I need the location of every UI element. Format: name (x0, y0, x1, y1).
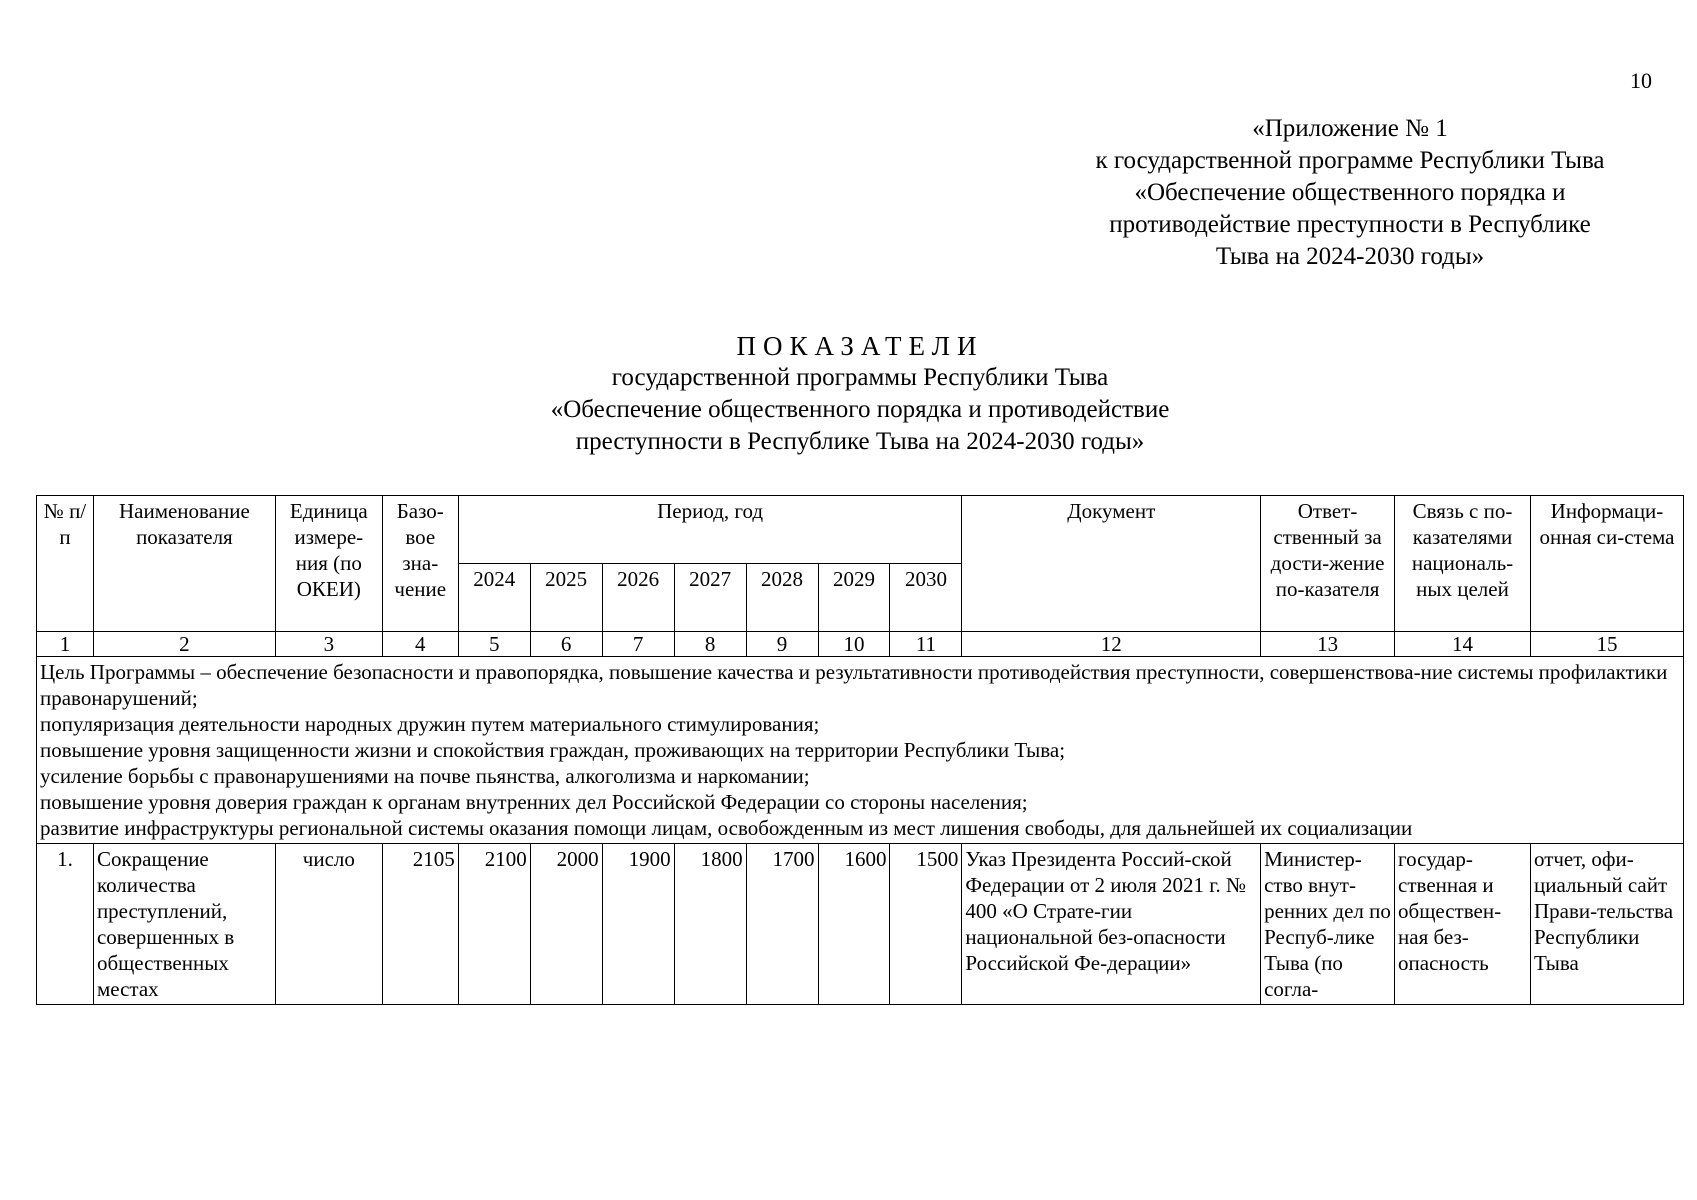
header-year: 2024 (458, 564, 530, 632)
header-num: № п/п (37, 496, 94, 632)
header-info: Информаци-онная си-стема (1530, 496, 1683, 632)
appendix-line: «Приложение № 1 (1252, 115, 1448, 142)
header-name: Наименование показателя (93, 496, 275, 632)
appendix-line: «Обеспечение общественного порядка и (1134, 179, 1566, 206)
column-number: 15 (1530, 632, 1683, 657)
row-responsible: Министер-ство внут-ренних дел по Респуб-лике Тыва (по согла- (1261, 844, 1395, 1005)
column-number: 1 (37, 632, 94, 657)
header-base: Базо-вое зна-чение (382, 496, 458, 632)
row-num: 1. (37, 844, 94, 1005)
goal-line: развитие инфраструктуры региональной системы оказания помощи лицам, освобожденным из мест лишения свободы, для дальнейшей их социализации (40, 816, 1413, 840)
column-number: 2 (93, 632, 275, 657)
program-goal (37, 657, 1684, 844)
page-number: 10 (1630, 68, 1652, 93)
column-number: 9 (746, 632, 818, 657)
row-year-value: 1800 (674, 844, 746, 1005)
row-info: отчет, офи-циальный сайт Прави-тельства Республики Тыва (1530, 844, 1683, 1005)
column-number: 13 (1261, 632, 1395, 657)
header-year: 2026 (602, 564, 674, 632)
header-responsible: Ответ-ственный за дости-жение по-казателя (1261, 496, 1395, 632)
goal-line: повышение уровня защищенности жизни и спокойствия граждан, проживающих на территории Республики Тыва; (40, 738, 1066, 762)
document-title (420, 330, 1300, 458)
goal-line: популяризация деятельности народных дружин путем материального стимулирования; (40, 712, 820, 736)
row-document: Указ Президента Россий-ской Федерации от 2 июля 2021 г. № 400 «О Страте-гии национальной без-опасности Российской Фе-дерации» (962, 844, 1261, 1005)
row-year-value: 1900 (602, 844, 674, 1005)
row-year-value: 1500 (890, 844, 962, 1005)
appendix-header (1040, 113, 1660, 273)
column-number: 4 (382, 632, 458, 657)
row-name: Сокращение количества преступлений, совершенных в общественных местах (93, 844, 275, 1005)
goal-line: Цель Программы – обеспечение безопасности и правопорядка, повышение качества и результативности противодействия преступности, совершенствова-ние системы профилактики правонарушений; (40, 660, 1668, 710)
appendix-line: Тыва на 2024-2030 годы» (1215, 243, 1485, 270)
column-number: 3 (275, 632, 382, 657)
header-period: Период, год (458, 496, 962, 564)
title-line: «Обеспечение общественного порядка и противодействие (550, 396, 1170, 423)
header-document: Документ (962, 496, 1261, 632)
appendix-line: к государственной программе Республики Тыва (1095, 147, 1605, 174)
column-number: 11 (890, 632, 962, 657)
table-row (37, 844, 1684, 1005)
row-year-value: 1600 (818, 844, 890, 1005)
row-unit: число (275, 844, 382, 1005)
row-year-value: 1700 (746, 844, 818, 1005)
row-year-value: 2000 (530, 844, 602, 1005)
header-year: 2030 (890, 564, 962, 632)
row-link: государ-ственная и обществен-ная без-опасность (1395, 844, 1531, 1005)
header-year: 2028 (746, 564, 818, 632)
column-number: 8 (674, 632, 746, 657)
title-line: преступности в Республике Тыва на 2024-2030 годы» (575, 428, 1145, 455)
column-number: 14 (1395, 632, 1531, 657)
row-year-value: 2100 (458, 844, 530, 1005)
column-number: 5 (458, 632, 530, 657)
column-number: 7 (602, 632, 674, 657)
row-base: 2105 (382, 844, 458, 1005)
header-link: Связь с по-казателями националь-ных целей (1395, 496, 1531, 632)
header-unit: Единица измере-ния (по ОКЕИ) (275, 496, 382, 632)
goal-line: усиление борьбы с правонарушениями на почве пьянства, алкоголизма и наркомании; (40, 764, 810, 788)
column-number: 10 (818, 632, 890, 657)
header-year: 2029 (818, 564, 890, 632)
goal-line: повышение уровня доверия граждан к органам внутренних дел Российской Федерации со стороны населения; (40, 790, 1028, 814)
header-year: 2025 (530, 564, 602, 632)
title-heading: ПОКАЗАТЕЛИ (736, 331, 984, 361)
title-line: государственной программы Республики Тыва (611, 364, 1109, 391)
appendix-line: противодействие преступности в Республике (1109, 211, 1591, 238)
column-number: 12 (962, 632, 1261, 657)
header-year: 2027 (674, 564, 746, 632)
column-number: 6 (530, 632, 602, 657)
indicators-table (36, 495, 1684, 1005)
